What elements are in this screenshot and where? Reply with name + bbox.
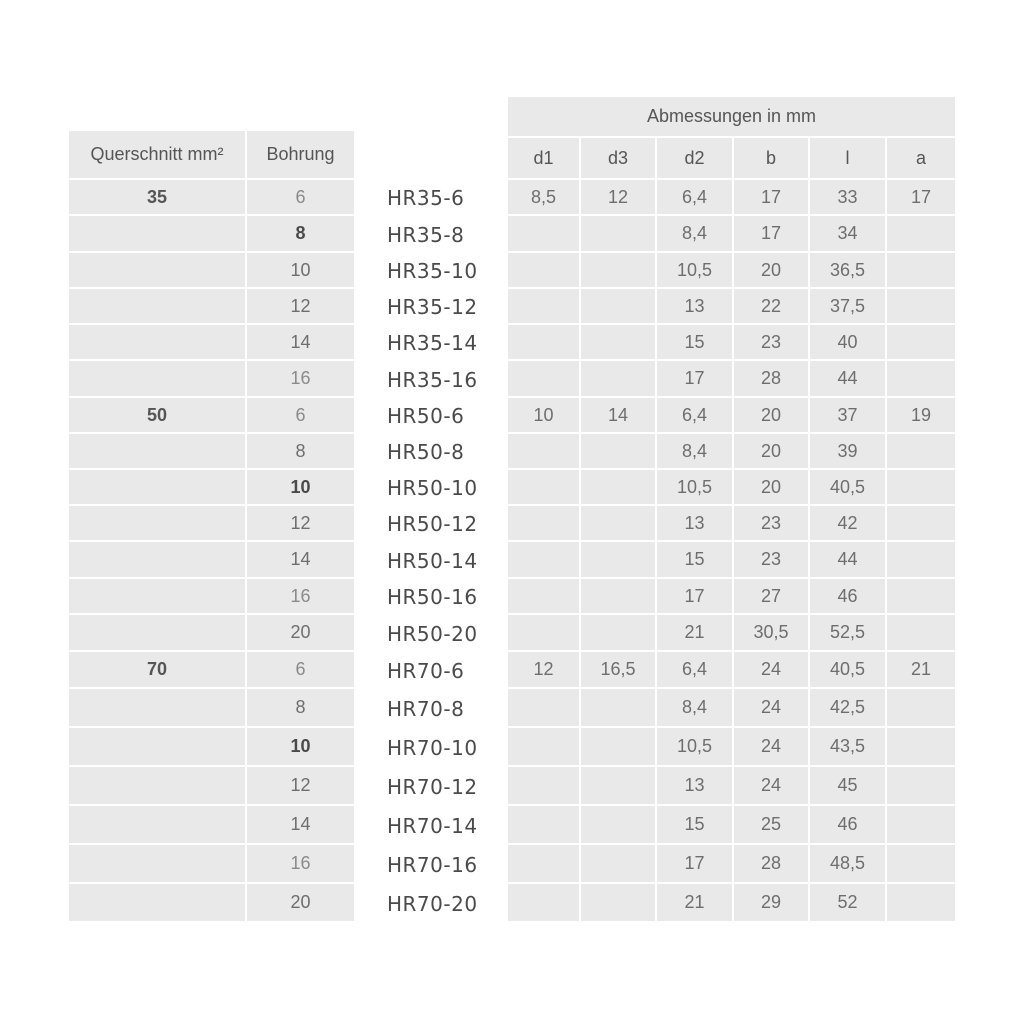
- cell-l: 45: [810, 767, 885, 804]
- cell-bohrung: 8: [247, 689, 354, 726]
- cell-d2: 15: [657, 325, 732, 359]
- cell-a: [887, 689, 955, 726]
- cell-bohrung: 6: [247, 652, 354, 687]
- cell-a: [887, 767, 955, 804]
- cell-d3: [581, 689, 655, 726]
- cell-bohrung: 20: [247, 615, 354, 650]
- cell-d1: 8,5: [508, 180, 579, 214]
- cell-d1: [508, 884, 579, 921]
- article-code: HR50-6: [387, 404, 465, 428]
- cell-d2: 15: [657, 806, 732, 843]
- cell-bohrung: 16: [247, 579, 354, 613]
- cell-b: 23: [734, 325, 808, 359]
- article-code: HR50-12: [387, 512, 478, 536]
- cell-querschnitt: 50: [69, 398, 245, 432]
- article-code: HR35-14: [387, 331, 478, 355]
- cell-querschnitt: [69, 884, 245, 921]
- cell-a: [887, 216, 955, 251]
- cell-b: 17: [734, 180, 808, 214]
- cell-querschnitt: [69, 361, 245, 396]
- cell-bohrung: 8: [247, 434, 354, 468]
- cell-d1: [508, 767, 579, 804]
- cell-bohrung: 6: [247, 398, 354, 432]
- cell-l: 48,5: [810, 845, 885, 882]
- cell-d1: [508, 579, 579, 613]
- cell-querschnitt: [69, 615, 245, 650]
- cell-a: [887, 253, 955, 287]
- cell-b: 22: [734, 289, 808, 323]
- cell-querschnitt: [69, 216, 245, 251]
- article-code: HR70-14: [387, 813, 478, 838]
- article-code: HR50-16: [387, 585, 478, 609]
- cell-d3: [581, 216, 655, 251]
- cell-querschnitt: [69, 845, 245, 882]
- cell-a: [887, 289, 955, 323]
- cell-l: 40,5: [810, 470, 885, 504]
- article-code: HR70-6: [387, 658, 465, 683]
- cell-d2: 10,5: [657, 253, 732, 287]
- cell-a: [887, 361, 955, 396]
- cell-b: 24: [734, 652, 808, 687]
- cell-d1: 10: [508, 398, 579, 432]
- cell-bohrung: 10: [247, 470, 354, 504]
- cell-b: 29: [734, 884, 808, 921]
- cell-d3: [581, 542, 655, 577]
- cell-b: 28: [734, 845, 808, 882]
- cell-l: 40: [810, 325, 885, 359]
- cell-bohrung: 10: [247, 253, 354, 287]
- cell-bohrung: 20: [247, 884, 354, 921]
- article-code: HR50-14: [387, 548, 478, 573]
- cell-d2: 10,5: [657, 728, 732, 765]
- cell-d1: [508, 361, 579, 396]
- cell-querschnitt: [69, 542, 245, 577]
- header-bohrung: Bohrung: [247, 131, 354, 178]
- cell-d3: 14: [581, 398, 655, 432]
- cell-d3: [581, 884, 655, 921]
- article-code: HR35-8: [387, 222, 465, 247]
- cell-bohrung: 16: [247, 361, 354, 396]
- cell-l: 52,5: [810, 615, 885, 650]
- cell-a: 21: [887, 652, 955, 687]
- cell-l: 40,5: [810, 652, 885, 687]
- cell-b: 27: [734, 579, 808, 613]
- cell-a: 17: [887, 180, 955, 214]
- cell-querschnitt: [69, 289, 245, 323]
- cell-b: 20: [734, 398, 808, 432]
- cell-d3: [581, 845, 655, 882]
- cell-querschnitt: [69, 253, 245, 287]
- cell-b: 20: [734, 470, 808, 504]
- cell-d1: [508, 434, 579, 468]
- cell-l: 33: [810, 180, 885, 214]
- cell-querschnitt: [69, 806, 245, 843]
- cell-b: 25: [734, 806, 808, 843]
- cell-bohrung: 14: [247, 806, 354, 843]
- cell-d1: 12: [508, 652, 579, 687]
- article-code: HR70-10: [387, 735, 478, 760]
- cell-d2: 21: [657, 884, 732, 921]
- cell-a: [887, 542, 955, 577]
- cell-l: 36,5: [810, 253, 885, 287]
- cell-d2: 17: [657, 845, 732, 882]
- cell-b: 30,5: [734, 615, 808, 650]
- cell-b: 24: [734, 767, 808, 804]
- cell-d3: 16,5: [581, 652, 655, 687]
- cell-d1: [508, 845, 579, 882]
- cell-a: 19: [887, 398, 955, 432]
- cell-l: 43,5: [810, 728, 885, 765]
- cell-bohrung: 16: [247, 845, 354, 882]
- cell-d1: [508, 216, 579, 251]
- cell-a: [887, 806, 955, 843]
- cell-a: [887, 434, 955, 468]
- cell-bohrung: 6: [247, 180, 354, 214]
- cell-bohrung: 8: [247, 216, 354, 251]
- cell-b: 24: [734, 689, 808, 726]
- cell-querschnitt: [69, 728, 245, 765]
- cell-l: 42: [810, 506, 885, 540]
- cell-d2: 13: [657, 289, 732, 323]
- article-code: HR50-8: [387, 440, 465, 464]
- cell-querschnitt: [69, 506, 245, 540]
- cell-d2: 8,4: [657, 216, 732, 251]
- cell-l: 37: [810, 398, 885, 432]
- cell-d2: 15: [657, 542, 732, 577]
- cell-bohrung: 14: [247, 325, 354, 359]
- cell-a: [887, 325, 955, 359]
- header-d2: d2: [657, 138, 732, 178]
- cell-l: 52: [810, 884, 885, 921]
- cell-d1: [508, 542, 579, 577]
- cell-querschnitt: [69, 767, 245, 804]
- cell-d2: 17: [657, 579, 732, 613]
- cell-bohrung: 14: [247, 542, 354, 577]
- cell-l: 46: [810, 579, 885, 613]
- cell-d1: [508, 470, 579, 504]
- cell-d2: 8,4: [657, 689, 732, 726]
- cell-d2: 6,4: [657, 398, 732, 432]
- cell-b: 23: [734, 506, 808, 540]
- cell-d1: [508, 728, 579, 765]
- cell-a: [887, 884, 955, 921]
- cell-d3: 12: [581, 180, 655, 214]
- header-b: b: [734, 138, 808, 178]
- cell-d3: [581, 767, 655, 804]
- article-code: HR35-12: [387, 295, 478, 319]
- cell-d2: 10,5: [657, 470, 732, 504]
- cell-d2: 6,4: [657, 652, 732, 687]
- article-code: HR70-20: [387, 891, 478, 916]
- header-d3: d3: [581, 138, 655, 178]
- cell-d3: [581, 615, 655, 650]
- article-code: HR35-16: [387, 367, 478, 392]
- cell-b: 23: [734, 542, 808, 577]
- cell-querschnitt: [69, 470, 245, 504]
- cell-d3: [581, 253, 655, 287]
- cell-d2: 17: [657, 361, 732, 396]
- cell-l: 46: [810, 806, 885, 843]
- cell-d2: 8,4: [657, 434, 732, 468]
- cell-d3: [581, 579, 655, 613]
- cell-d1: [508, 506, 579, 540]
- cell-b: 24: [734, 728, 808, 765]
- cell-querschnitt: [69, 325, 245, 359]
- cell-l: 44: [810, 542, 885, 577]
- cell-querschnitt: [69, 434, 245, 468]
- article-code: HR70-8: [387, 696, 465, 721]
- cell-a: [887, 579, 955, 613]
- cell-querschnitt: [69, 689, 245, 726]
- cell-querschnitt: 35: [69, 180, 245, 214]
- cell-d2: 21: [657, 615, 732, 650]
- cell-d1: [508, 806, 579, 843]
- header-querschnitt: Querschnitt mm²: [69, 131, 245, 178]
- cell-d3: [581, 325, 655, 359]
- cell-d2: 6,4: [657, 180, 732, 214]
- cell-d3: [581, 506, 655, 540]
- cell-l: 44: [810, 361, 885, 396]
- article-code: HR35-10: [387, 259, 478, 283]
- cell-l: 39: [810, 434, 885, 468]
- cell-a: [887, 845, 955, 882]
- cell-b: 20: [734, 434, 808, 468]
- cell-a: [887, 506, 955, 540]
- cell-a: [887, 615, 955, 650]
- article-code: HR70-12: [387, 774, 478, 799]
- cell-b: 28: [734, 361, 808, 396]
- cell-bohrung: 12: [247, 289, 354, 323]
- cell-d2: 13: [657, 767, 732, 804]
- header-abmessungen: Abmessungen in mm: [508, 97, 955, 136]
- cell-d3: [581, 289, 655, 323]
- cell-bohrung: 12: [247, 767, 354, 804]
- cell-d3: [581, 806, 655, 843]
- cell-d1: [508, 689, 579, 726]
- cell-bohrung: 10: [247, 728, 354, 765]
- cell-d3: [581, 728, 655, 765]
- cell-d2: 13: [657, 506, 732, 540]
- article-code: HR35-6: [387, 186, 465, 210]
- cell-b: 17: [734, 216, 808, 251]
- cell-l: 37,5: [810, 289, 885, 323]
- cell-querschnitt: 70: [69, 652, 245, 687]
- header-d1: d1: [508, 138, 579, 178]
- cell-d1: [508, 253, 579, 287]
- cell-d3: [581, 361, 655, 396]
- cell-querschnitt: [69, 579, 245, 613]
- cell-d1: [508, 325, 579, 359]
- cell-a: [887, 728, 955, 765]
- cell-a: [887, 470, 955, 504]
- cell-l: 42,5: [810, 689, 885, 726]
- header-a: a: [887, 138, 955, 178]
- cell-bohrung: 12: [247, 506, 354, 540]
- cell-d3: [581, 434, 655, 468]
- cell-l: 34: [810, 216, 885, 251]
- cell-d1: [508, 289, 579, 323]
- cell-d1: [508, 615, 579, 650]
- article-code: HR70-16: [387, 852, 478, 877]
- header-l: l: [810, 138, 885, 178]
- article-code: HR50-20: [387, 621, 478, 646]
- cell-b: 20: [734, 253, 808, 287]
- cell-d3: [581, 470, 655, 504]
- article-code: HR50-10: [387, 476, 478, 500]
